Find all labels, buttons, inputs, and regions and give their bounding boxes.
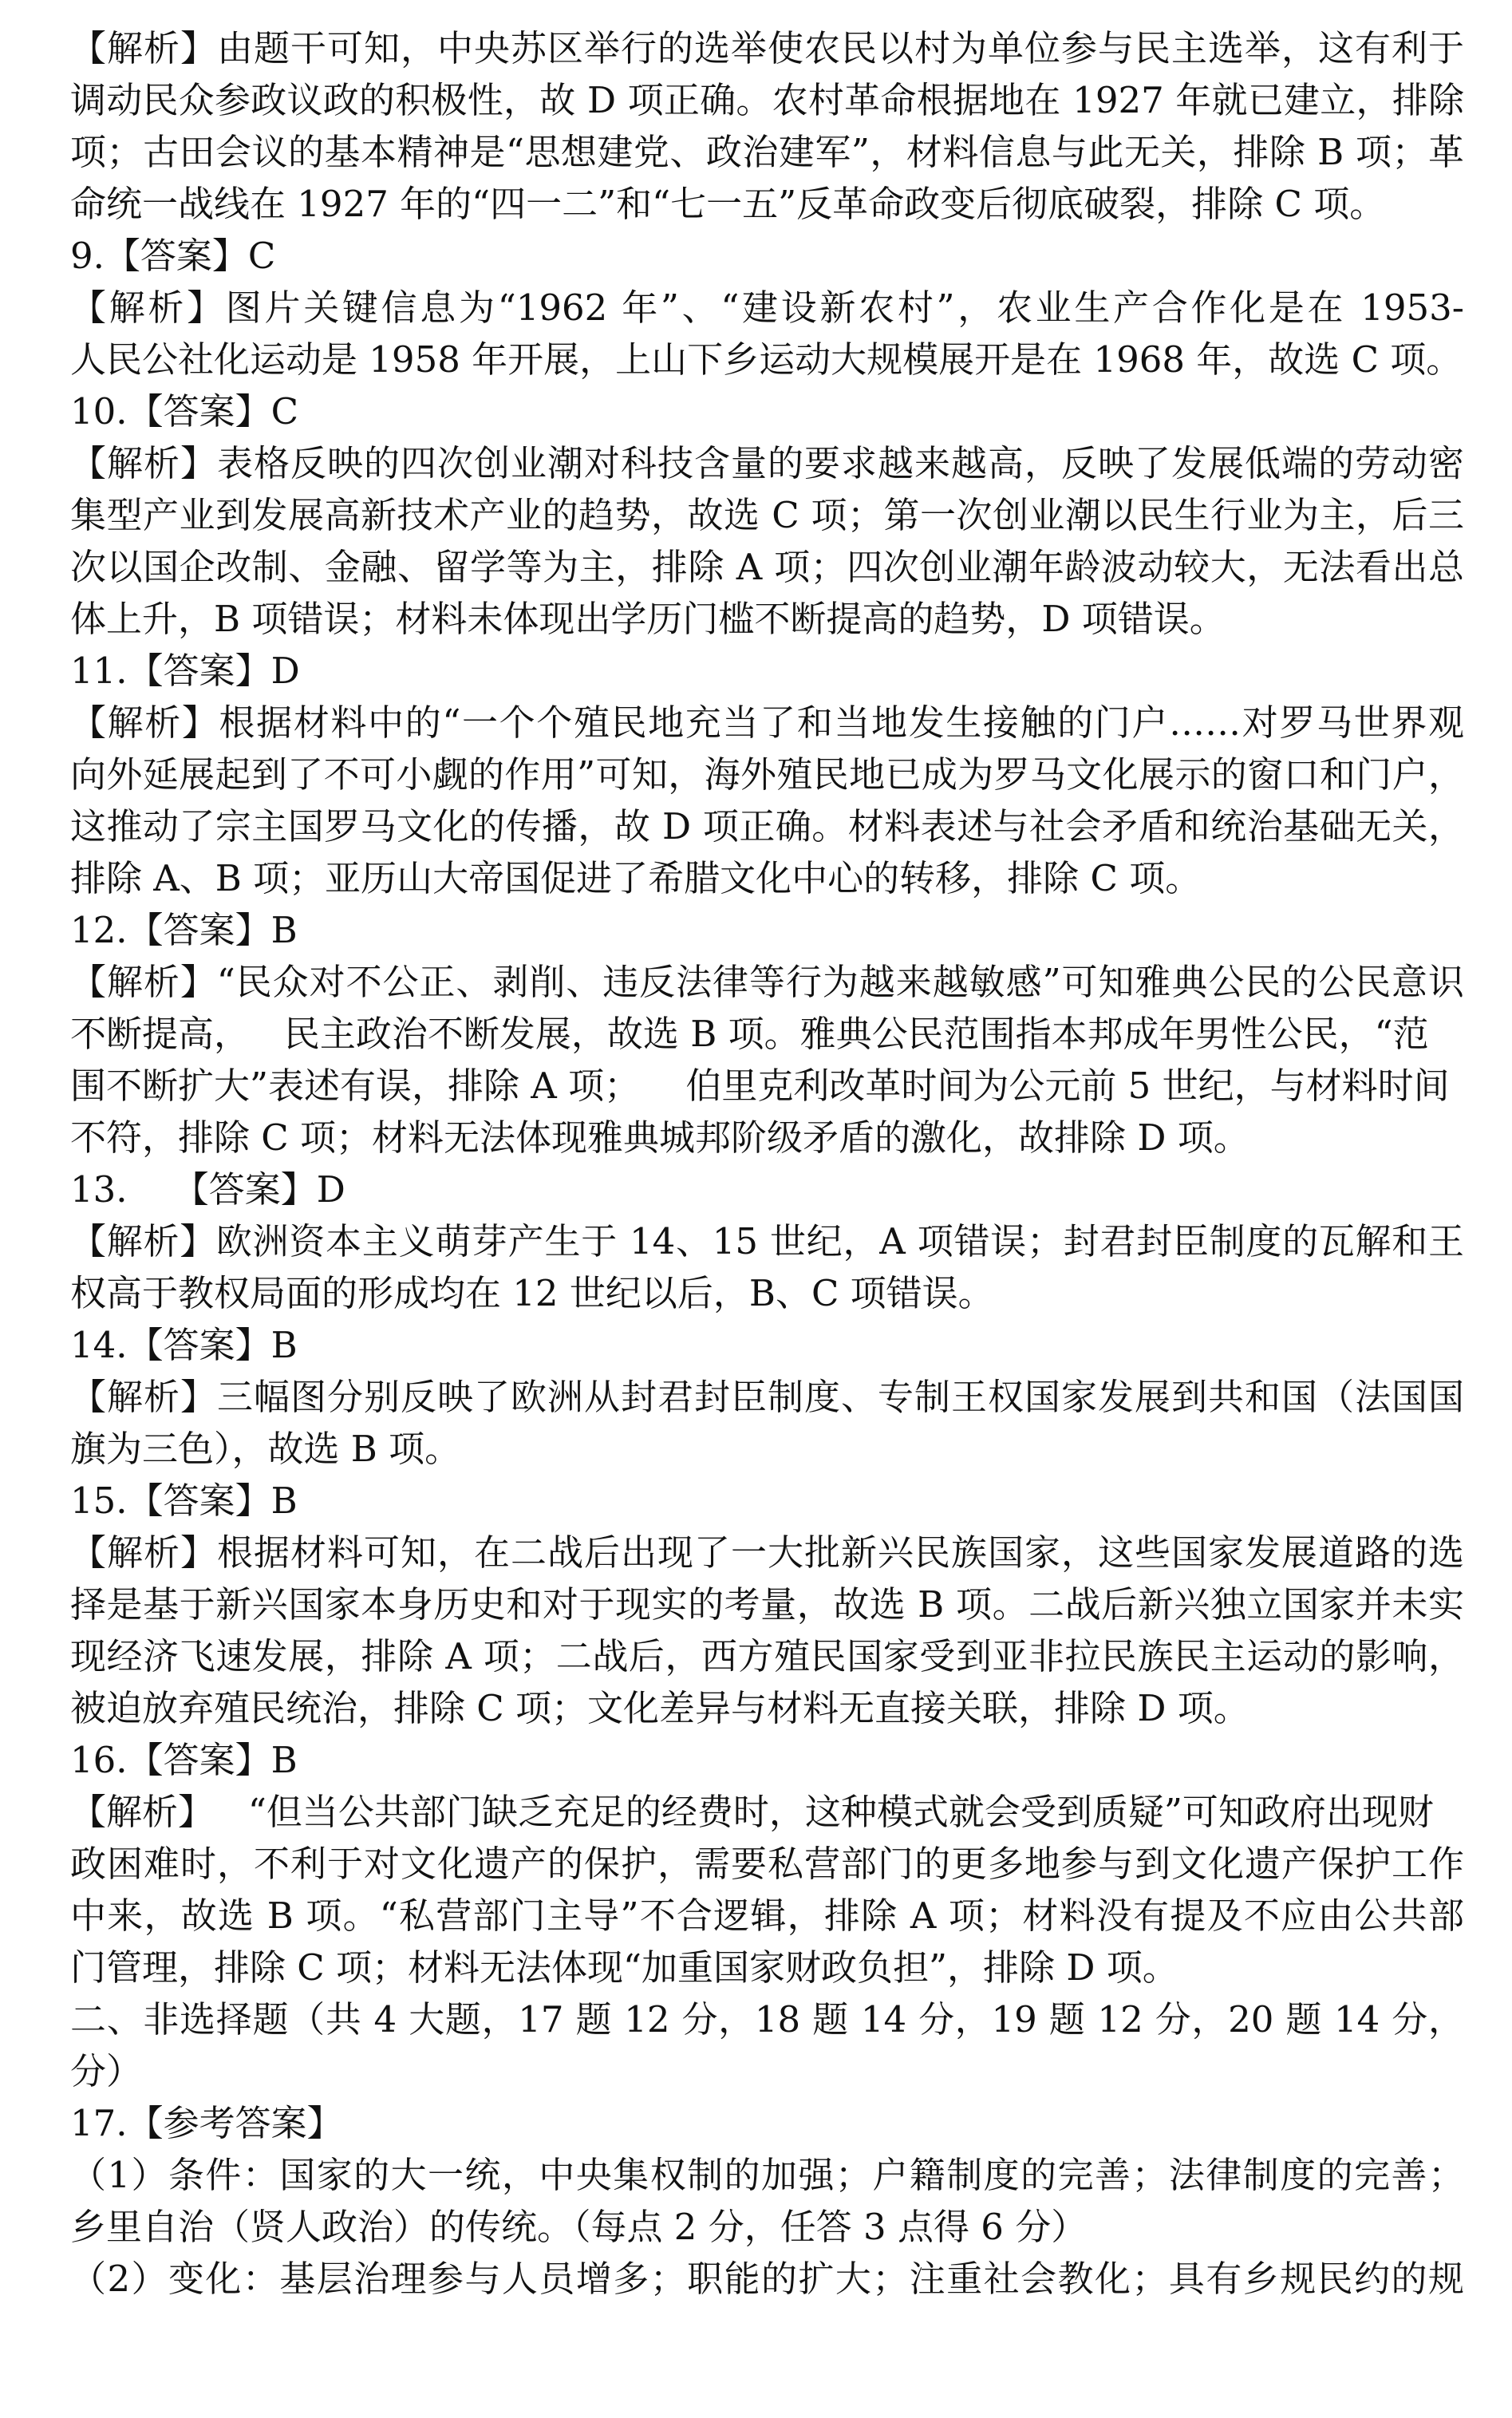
text-line: 不断提高， 民主政治不断发展，故选 B 项。雅典公民范围指本邦成年男性公民，“范 <box>70 1013 1429 1055</box>
text-line: 【解析】表格反映的四次创业潮对科技含量的要求越来越高，反映了发展低端的劳动密 <box>70 442 1464 484</box>
text-line: 不符，排除 C 项；材料无法体现雅典城邦阶级矛盾的激化，故排除 D 项。 <box>70 1116 1249 1159</box>
text-line: 择是基于新兴国家本身历史和对于现实的考量，故选 B 项。二战后新兴独立国家并未实 <box>70 1583 1464 1626</box>
text-line: 【解析】 “但当公共部门缺乏充足的经费时，这种模式就会受到质疑”可知政府出现财 <box>70 1791 1434 1833</box>
text-line: 调动民众参政议政的积极性，故 D 项正确。农村革命根据地在 1927 年就已建立，排除 <box>70 79 1464 121</box>
text-line: 这推动了宗主国罗马文化的传播，故 D 项正确。材料表述与社会矛盾和统治基础无关， <box>70 805 1464 847</box>
text-line: 被迫放弃殖民统治，排除 C 项；文化差异与材料无直接关联，排除 D 项。 <box>70 1687 1249 1729</box>
text-line: 中来，故选 B 项。“私营部门主导”不合逻辑，排除 A 项；材料没有提及不应由公共部 <box>70 1894 1464 1937</box>
text-line: 分） <box>70 2050 143 2092</box>
text-line: 项；古田会议的基本精神是“思想建党、政治建军”，材料信息与此无关，排除 B 项；革 <box>70 131 1464 173</box>
text-line: 体上升，B 项错误；材料未体现出学历门槛不断提高的趋势，D 项错误。 <box>70 598 1226 640</box>
text-line: 乡里自治（贤人政治）的传统。（每点 2 分，任答 3 点得 6 分） <box>70 2206 1088 2248</box>
text-line: 【解析】三幅图分别反映了欧洲从封君封臣制度、专制王权国家发展到共和国（法国国 <box>70 1376 1464 1418</box>
text-line: 排除 A、B 项；亚历山大帝国促进了希腊文化中心的转移，排除 C 项。 <box>70 857 1202 899</box>
answer-heading: 9.【答案】C <box>70 235 276 277</box>
text-line: 【解析】欧洲资本主义萌芽产生于 14、15 世纪，A 项错误；封君封臣制度的瓦解和王 <box>70 1220 1464 1262</box>
text-line: 政困难时，不利于对文化遗产的保护，需要私营部门的更多地参与到文化遗产保护工作 <box>70 1843 1464 1885</box>
answer-heading: 12.【答案】B <box>70 909 298 951</box>
answer-heading: 10.【答案】C <box>70 390 298 433</box>
text-line: 权高于教权局面的形成均在 12 世纪以后，B、C 项错误。 <box>70 1272 994 1314</box>
answer-heading: 14.【答案】B <box>70 1324 298 1366</box>
text-line: （1）条件：国家的大一统，中央集权制的加强；户籍制度的完善；法律制度的完善； <box>70 2154 1464 2196</box>
text-line: 集型产业到发展高新技术产业的趋势，故选 C 项；第一次创业潮以民生行业为主，后三 <box>70 494 1464 536</box>
text-line: 向外延展起到了不可小觑的作用”可知，海外殖民地已成为罗马文化展示的窗口和门户， <box>70 753 1464 796</box>
text-line: 人民公社化运动是 1958 年开展，上山下乡运动大规模展开是在 1968 年，故选 C 项。 <box>70 338 1463 381</box>
text-line: 【解析】根据材料可知，在二战后出现了一大批新兴民族国家，这些国家发展道路的选 <box>70 1531 1464 1574</box>
text-line: 【解析】根据材料中的“一个个殖民地充当了和当地发生接触的门户……对罗马世界观 <box>70 701 1464 744</box>
text-line: 门管理，排除 C 项；材料无法体现“加重国家财政负担”，排除 D 项。 <box>70 1946 1178 1989</box>
answer-heading: 13. 【答案】D <box>70 1168 345 1211</box>
text-line: 围不断扩大”表述有误，排除 A 项； 伯里克利改革时间为公元前 5 世纪，与材料时间 <box>70 1065 1450 1107</box>
text-line: 命统一战线在 1927 年的“四一二”和“七一五”反革命政变后彻底破裂，排除 C 项。 <box>70 183 1386 225</box>
answer-heading: 16.【答案】B <box>70 1739 298 1781</box>
text-line: 次以国企改制、金融、留学等为主，排除 A 项；四次创业潮年龄波动较大，无法看出总 <box>70 546 1464 588</box>
answer-heading: 15.【答案】B <box>70 1480 298 1522</box>
answer-heading: 11.【答案】D <box>70 650 300 692</box>
answer-heading: 17.【参考答案】 <box>70 2102 343 2144</box>
text-line: （2）变化：基层治理参与人员增多；职能的扩大；注重社会教化；具有乡规民约的规 <box>70 2258 1464 2300</box>
text-line: 旗为三色），故选 B 项。 <box>70 1428 461 1470</box>
text-line: 【解析】“民众对不公正、剥削、违反法律等行为越来越敏感”可知雅典公民的公民意识 <box>70 961 1464 1003</box>
text-line: 【解析】由题干可知，中央苏区举行的选举使农民以村为单位参与民主选举，这有利于 <box>70 27 1464 69</box>
text-line: 【解析】图片关键信息为“1962 年”、“建设新农村”，农业生产合作化是在 1953- <box>70 286 1464 329</box>
text-line: 现经济飞速发展，排除 A 项；二战后，西方殖民国家受到亚非拉民族民主运动的影响， <box>70 1635 1464 1677</box>
section-heading: 二、非选择题（共 4 大题，17 题 12 分，18 题 14 分，19 题 12 分，20 题 14 分， <box>70 1998 1464 2041</box>
